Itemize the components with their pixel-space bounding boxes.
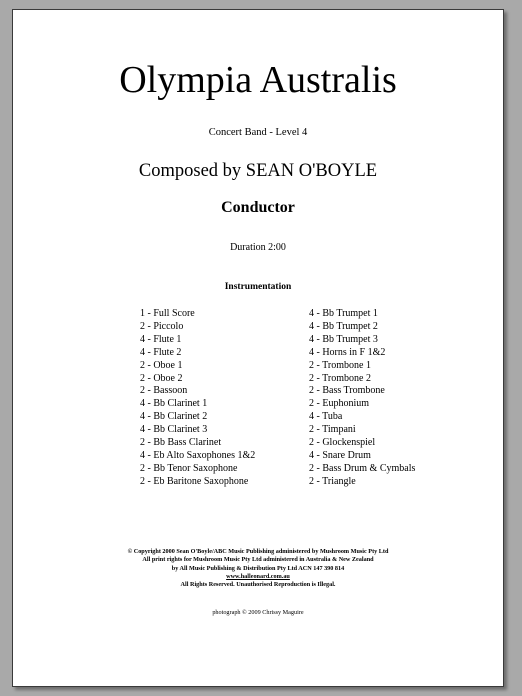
list-item: 2 - Triangle (309, 475, 356, 487)
copyright-line: by All Music Publishing & Distribution Pty Ltd ACN 147 390 814 (171, 564, 345, 572)
instrumentation-heading: Instrumentation (224, 282, 292, 292)
ensemble-level: Concert Band - Level 4 (208, 127, 308, 138)
list-item: 2 - Euphonium (309, 398, 369, 410)
photo-credit: photograph © 2009 Chrissy Maguire (212, 609, 304, 616)
list-item: 2 - Glockenspiel (309, 437, 376, 449)
list-item: 4 - Horns in F 1&2 (309, 346, 386, 358)
copyright-line: © Copyright 2000 Sean O'Boyle/ABC Music Publishing administered by Mushroom Music Pty Ltd (127, 548, 389, 555)
list-item: 2 - Trombone 1 (309, 359, 371, 371)
list-item: 4 - Bb Clarinet 2 (140, 411, 208, 423)
list-item: 2 - Eb Baritone Saxophone (140, 475, 249, 487)
list-item: 2 - Trombone 2 (309, 372, 371, 384)
list-item: 4 - Flute 1 (140, 333, 182, 345)
copyright-line: All print rights for Mushroom Music Pty Ltd administered in Australia & New Zealand (142, 556, 374, 564)
score-page (12, 9, 504, 687)
list-item: 1 - Full Score (140, 308, 195, 319)
list-item: 4 - Bb Clarinet 3 (140, 424, 208, 436)
list-item: 4 - Tuba (309, 411, 343, 423)
list-item: 2 - Bass Drum & Cymbals (309, 462, 416, 474)
list-item: 4 - Flute 2 (140, 346, 182, 358)
list-item: 2 - Timpani (309, 424, 356, 436)
part-name: Conductor (221, 199, 295, 216)
instrumentation-list-left (140, 308, 255, 489)
list-item: 2 - Piccolo (140, 320, 184, 332)
copyright-notice (13, 548, 503, 589)
list-item: 4 - Bb Trumpet 2 (309, 320, 378, 332)
list-item: 2 - Oboe 2 (140, 372, 183, 384)
list-item: 2 - Oboe 1 (140, 359, 183, 371)
list-item: 4 - Bb Trumpet 1 (309, 308, 378, 319)
list-item: 2 - Bassoon (140, 385, 188, 397)
composer-credit: Composed by SEAN O'BOYLE (138, 161, 378, 181)
list-item: 4 - Bb Trumpet 3 (309, 333, 378, 345)
instrumentation-list-right (309, 308, 415, 489)
piece-title: Olympia Australis (119, 59, 397, 101)
list-item: 4 - Snare Drum (309, 449, 371, 461)
publisher-website-link[interactable]: www.halleonard.com.au (226, 572, 290, 580)
list-item: 2 - Bb Tenor Saxophone (140, 462, 238, 474)
list-item: 2 - Bb Bass Clarinet (140, 437, 222, 449)
list-item: 4 - Eb Alto Saxophones 1&2 (140, 449, 256, 461)
duration: Duration 2:00 (230, 242, 286, 253)
list-item: 2 - Bass Trombone (309, 385, 385, 397)
list-item: 4 - Bb Clarinet 1 (140, 398, 208, 410)
copyright-line: All Rights Reserved. Unauthorised Reproduction is Illegal. (180, 581, 336, 589)
